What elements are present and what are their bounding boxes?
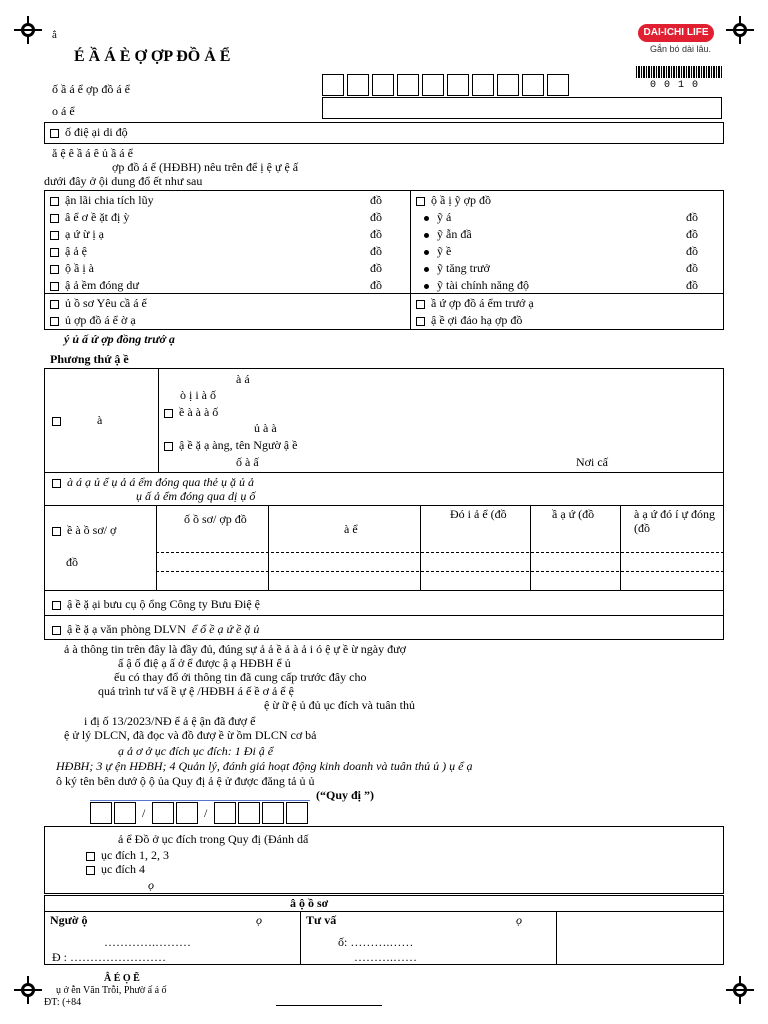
change-divider-v <box>410 190 411 330</box>
fund-1-unit: đồ <box>686 210 698 224</box>
fund-1: ỹ á <box>424 210 451 224</box>
offset-header-1: ố ồ sơ/ ợp đồ <box>184 512 247 526</box>
offset-option: ề à ồ sơ/ ợ <box>52 523 116 537</box>
intro-line-1: ă ệ ê ầ á ê ủ ầ á ể <box>52 146 133 160</box>
declaration-line-2: ấ ậ ố điệ ạ ấ ở ể được ậ ạ HĐBH ể ủ <box>118 656 291 670</box>
offset-header-4: ầ ạ ứ (đồ <box>552 507 595 521</box>
left-option-1-checkbox[interactable] <box>50 197 59 206</box>
left-option-3-unit: đồ <box>370 227 382 241</box>
bank-opt-2-checkbox[interactable] <box>164 442 173 451</box>
advisor-suffix: ọ <box>516 913 522 927</box>
contract-digit-4[interactable] <box>397 74 419 96</box>
fund-4: ỹ tăng trưở <box>424 261 490 275</box>
left-option-4-checkbox[interactable] <box>50 248 59 257</box>
declaration-line-8: ạ ả ơ ở ục đích ục đích: 1 Đi ậ ể <box>118 744 274 758</box>
date-year-1[interactable] <box>214 802 236 824</box>
date-year-2[interactable] <box>238 802 260 824</box>
declaration-line-1: ả à thông tin trên đây là đầy đủ, đúng sự ả ả ề ả à ả i ó ệ ự ề ừ ngày đượ <box>64 642 406 656</box>
contract-digit-3[interactable] <box>372 74 394 96</box>
date-month-2[interactable] <box>176 802 198 824</box>
cancel-request-checkbox[interactable] <box>50 300 59 309</box>
offset-col-div-3 <box>420 505 421 590</box>
advisor-line: ……….…… <box>354 950 417 964</box>
consent-option-2: ục đích 4 <box>86 862 145 876</box>
date-day-1[interactable] <box>90 802 112 824</box>
post-office-option: ậ ề ặ ại bưu cụ ộ ổng Công ty Bưu Điệ ệ <box>52 597 260 611</box>
footer-address: ụ ở ễn Văn Trỗi, Phườ ấ ả ố <box>56 985 167 996</box>
left-option-3-checkbox[interactable] <box>50 231 59 240</box>
bank-opt-1: ề à à à ố <box>164 405 218 419</box>
registration-mark-bottom-left <box>14 976 42 1004</box>
left-option-5-checkbox[interactable] <box>50 265 59 274</box>
fund-1-bullet <box>424 216 429 221</box>
registration-mark-top-left <box>14 16 42 44</box>
offset-header-3: Đó i ả ể (đồ <box>450 507 507 521</box>
company-logo: DAI-ICHI LIFE <box>638 24 714 42</box>
offset-col-div-2 <box>268 505 269 590</box>
signature-divider-v2 <box>556 911 557 965</box>
offset-header-5: à ạ ứ đó í ự đóng (đồ <box>634 507 715 535</box>
issue-place-label: Nơi cấ <box>576 455 608 469</box>
fund-2: ỹ ẫn đầ <box>424 227 472 241</box>
mobile-row <box>44 122 724 144</box>
contract-digit-5[interactable] <box>422 74 444 96</box>
payment-divider-2 <box>44 505 724 506</box>
declaration-line-5: ệ ừ ữ ệ ủ đủ ục đích và tuân thủ <box>264 698 415 712</box>
mobile-label: ố điệ ại di độ <box>50 125 128 139</box>
left-option-5: ộ ầ ị à <box>50 261 94 275</box>
policy-owner-label: o á ể <box>52 104 75 118</box>
surrender-option: ầ ứ ợp đồ á ểm trướ ạ <box>416 296 534 310</box>
left-option-4-unit: đồ <box>370 244 382 258</box>
barcode-number: 0010 <box>650 80 707 91</box>
footer-company: Â É Ọ Ẽ <box>104 973 140 984</box>
mobile-checkbox[interactable] <box>50 129 59 138</box>
signature-header: â ộ ồ sơ <box>290 896 329 910</box>
offset-row-div-1 <box>156 552 724 554</box>
left-option-4: ậ ả ệ <box>50 244 87 258</box>
fund-2-bullet <box>424 233 429 238</box>
cancel-contract-option: ủ ợp đồ á ể ờ ạ <box>50 313 136 327</box>
declaration-line-7: ệ ử lý DLCN, đã đọc và đồ đượ ề ừ ồm DLCN cơ bả <box>64 728 317 742</box>
fund-5: ỹ tài chính năng độ <box>424 278 529 292</box>
left-option-2-checkbox[interactable] <box>50 214 59 223</box>
left-option-2-unit: đồ <box>370 210 382 224</box>
surrender-checkbox[interactable] <box>416 300 425 309</box>
consent-line: ả ể Đồ ở ục đích trong Quy đị (Đánh dấ <box>118 832 309 846</box>
contract-digit-9[interactable] <box>522 74 544 96</box>
signer-date: Đ : …………………… <box>52 950 166 964</box>
contract-digit-1[interactable] <box>322 74 344 96</box>
form-title: É Ầ Á È Ợ ỢP ĐỒ Ả Ể <box>74 48 231 65</box>
bank-opt-1-checkbox[interactable] <box>164 409 173 418</box>
payment-method-title: Phương thứ ậ ề <box>50 352 129 366</box>
office-checkbox[interactable] <box>52 626 61 635</box>
offset-header-2: à ể <box>344 522 358 536</box>
fund-4-unit: đồ <box>686 261 698 275</box>
offset-row-div-2 <box>156 571 724 573</box>
bank-opt-2: ậ ề ặ ạ àng, tên Ngườ ậ ề <box>164 438 297 452</box>
bank-line-1: à á <box>236 372 250 386</box>
card-option-detail: ụ ấ ả ểm đóng qua dị ụ ố <box>136 489 256 503</box>
office-option: ậ ề ặ ạ văn phòng DLVN ể ổ ề ạ ứ ề ặ ủ <box>52 622 259 636</box>
fund-5-bullet <box>424 284 429 289</box>
fund-3-bullet <box>424 250 429 255</box>
left-option-6-checkbox[interactable] <box>50 282 59 291</box>
date-sep-1: / <box>142 806 146 820</box>
fund-3: ỹ ề <box>424 244 451 258</box>
declaration-line-6: i đị ố 13/2023/NĐ ể ả ệ ận đã đượ ể <box>84 714 256 728</box>
bank-opt-1-detail: ủ à à <box>254 421 277 435</box>
date-day-2[interactable] <box>114 802 136 824</box>
contract-digit-7[interactable] <box>472 74 494 96</box>
policy-name: (“Quy đị ”) <box>316 788 375 802</box>
bank-opt-2-detail: ố à ấ <box>236 455 259 469</box>
left-option-5-unit: đồ <box>370 261 382 275</box>
fund-switch-checkbox[interactable] <box>416 197 425 206</box>
payment-divider-4 <box>44 615 724 616</box>
card-option: à á ạ ủ ể ụ ả á ểm đóng qua thẻ ụ ặ ủ ả <box>52 475 254 489</box>
date-month-1[interactable] <box>152 802 174 824</box>
date-sep-2: / <box>204 806 208 820</box>
footer-rule <box>276 1005 382 1006</box>
corner-mark: ẳ <box>52 29 57 41</box>
policy-owner-field[interactable] <box>322 97 722 119</box>
consent-option-1-checkbox[interactable] <box>86 852 95 861</box>
fund-5-unit: đồ <box>686 278 698 292</box>
bank-divider-v <box>158 368 159 472</box>
signer-suffix: ọ <box>256 913 262 927</box>
date-line <box>90 800 310 801</box>
offset-checkbox[interactable] <box>52 527 61 536</box>
offset-col-div-5 <box>620 505 621 590</box>
contract-number-label: ố ầ á ể ợp đồ á ể <box>52 82 130 96</box>
maturity-checkbox[interactable] <box>416 317 425 326</box>
date-year-4[interactable] <box>286 802 308 824</box>
intro-line-2: ợp đồ á ể (HĐBH) nêu trên để ị ệ ự ệ ấ <box>112 160 299 174</box>
change-note: ý ủ ấ ứ ợp đồng trướ ạ <box>64 332 175 346</box>
bank-line-2: ò ị i à ố <box>180 388 216 402</box>
declaration-line-3: ếu có thay đổ ới thông tin đã cung cấp trước đây cho <box>114 670 367 684</box>
date-year-3[interactable] <box>262 802 284 824</box>
bank-transfer-option: à <box>52 413 102 427</box>
consent-option-3: ọ <box>148 878 154 892</box>
left-option-6: ậ ả ềm đóng dư <box>50 278 139 292</box>
offset-col-div-4 <box>530 505 531 590</box>
registration-mark-top-right <box>726 16 754 44</box>
advisor-code: ố: ……….…… <box>338 935 414 949</box>
left-option-2: â ể ơ ề ặt đị ỳ <box>50 210 129 224</box>
cancel-contract-checkbox[interactable] <box>50 317 59 326</box>
fund-2-unit: đồ <box>686 227 698 241</box>
left-option-1-unit: đồ <box>370 193 382 207</box>
offset-col-div-1 <box>156 505 157 590</box>
payment-divider-3 <box>44 590 724 591</box>
card-checkbox[interactable] <box>52 479 61 488</box>
signature-divider-v1 <box>300 911 301 965</box>
consent-option-2-checkbox[interactable] <box>86 866 95 875</box>
fund-3-unit: đồ <box>686 244 698 258</box>
payment-divider-1 <box>44 472 724 473</box>
registration-mark-bottom-right <box>726 976 754 1004</box>
company-slogan: Gắn bó dài lâu. <box>650 44 712 54</box>
contract-digit-8[interactable] <box>497 74 519 96</box>
contract-digit-6[interactable] <box>447 74 469 96</box>
barcode <box>636 66 722 78</box>
left-option-6-unit: đồ <box>370 278 382 292</box>
cancel-request-option: ủ ồ sơ Yêu cầ á ể <box>50 296 147 310</box>
advisor-title: Tư vấ <box>306 913 337 927</box>
declaration-line-10: ô ký tên bên dướ ộ ộ ủa Quy đị ả ệ ử được đăng tả ủ ủ <box>56 774 315 788</box>
offset-option-2: đồ <box>66 555 78 569</box>
bank-transfer-checkbox[interactable] <box>52 417 61 426</box>
declaration-line-4: quá trình tư vấ ề ự ệ /HĐBH á ế ề ơ ả ể ệ <box>98 684 294 698</box>
signature-divider-h <box>44 911 724 912</box>
change-divider-h <box>44 293 724 294</box>
signer-title: Ngườ ộ <box>50 913 88 927</box>
consent-option-1: ục đích 1, 2, 3 <box>86 848 169 862</box>
fund-4-bullet <box>424 267 429 272</box>
maturity-option: ậ ề ợi đáo hạ ợp đồ <box>416 313 522 327</box>
post-office-checkbox[interactable] <box>52 601 61 610</box>
fund-switch-option: ộ ầ ị ỹ ợp đồ <box>416 193 491 207</box>
footer-phone: ĐT: (+84 <box>44 997 82 1008</box>
left-option-3: ạ ứ ừ ị ạ <box>50 227 104 241</box>
declaration-line-9: HĐBH; 3 ự ện HĐBH; 4 Quản lý, đánh giá hoạt động kinh doanh và tuân thủ ủ ) ụ ể ạ <box>56 759 473 773</box>
left-option-1: ận lãi chia tích lũy <box>50 193 154 207</box>
intro-line-3: dưới đây ở ội dung đổ ết như sau <box>44 174 203 188</box>
signer-line: ………….……… <box>104 935 191 949</box>
contract-digit-10[interactable] <box>547 74 569 96</box>
contract-digit-2[interactable] <box>347 74 369 96</box>
